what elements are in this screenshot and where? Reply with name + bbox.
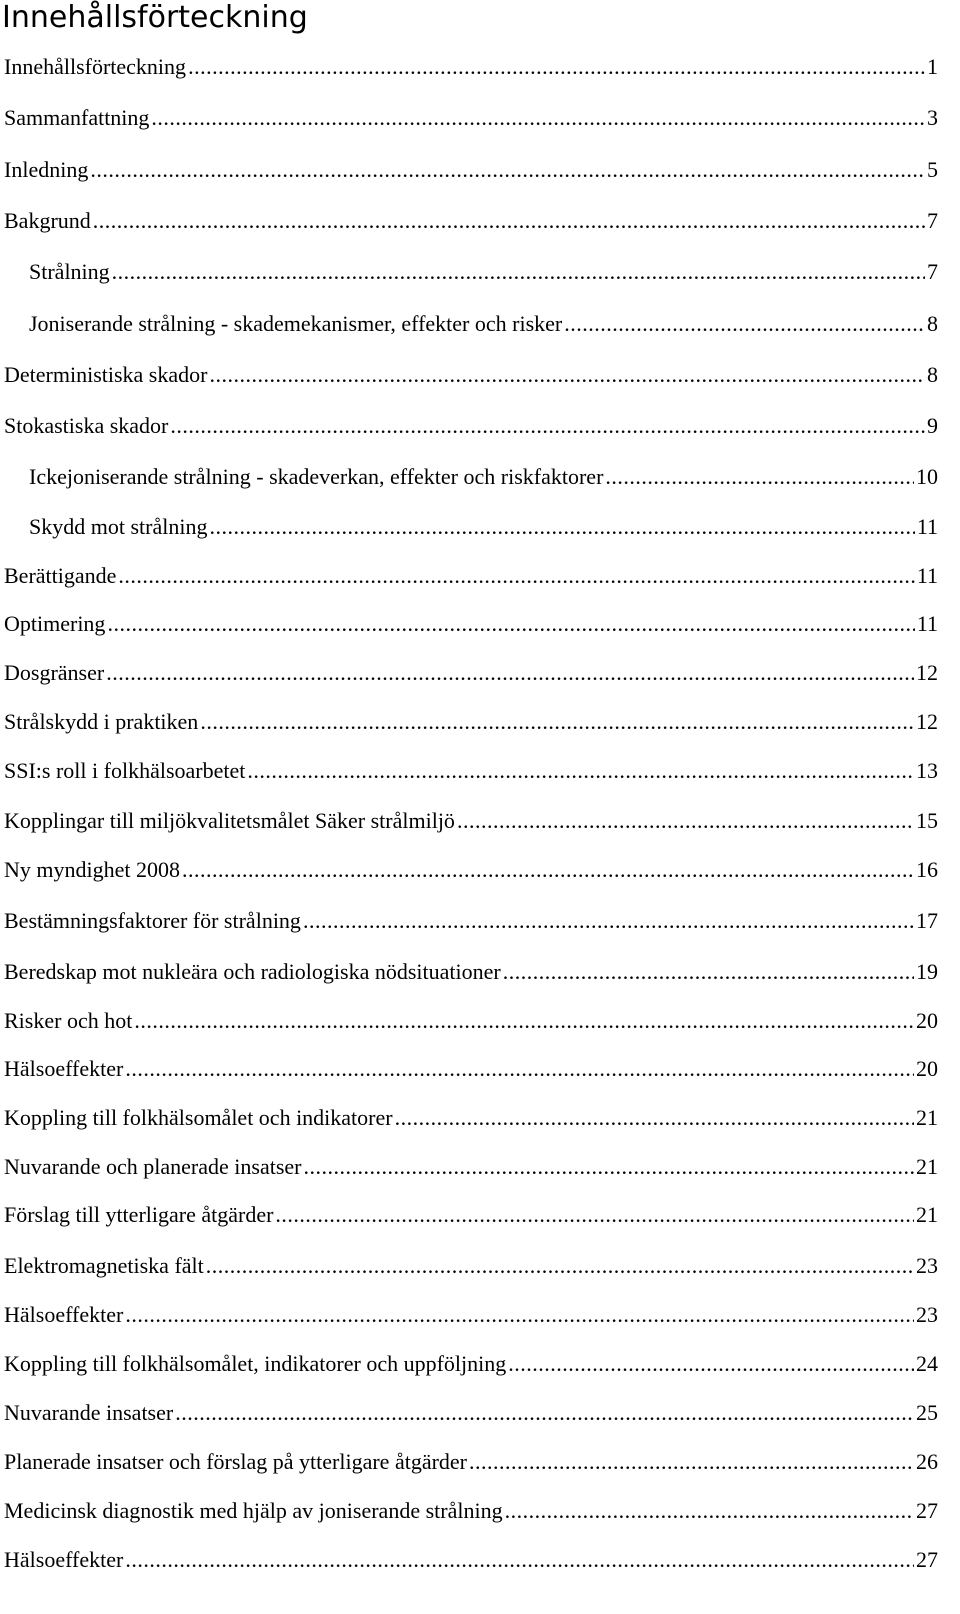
toc-entry-page-number: 21	[916, 1105, 938, 1130]
toc-entry-page-number: 11	[916, 563, 938, 588]
dot-leader	[118, 561, 914, 591]
toc-entry[interactable]	[4, 1496, 938, 1526]
toc-entry-title: Elektromagnetiska fält	[4, 1253, 204, 1278]
toc-entry-title: Nuvarande insatser	[4, 1400, 174, 1425]
toc-entry[interactable]	[4, 103, 938, 133]
toc-entry-page-number: 26	[916, 1449, 938, 1474]
dot-leader	[303, 1152, 914, 1182]
toc-entry-page-number: 11	[916, 514, 938, 539]
dot-leader	[303, 906, 914, 936]
dot-leader	[125, 1300, 914, 1330]
toc-entry-page-number: 27	[916, 1498, 938, 1523]
dot-leader	[125, 1054, 914, 1084]
toc-entry-page-number: 8	[927, 311, 938, 336]
toc-entry-title: Berättigande	[4, 563, 117, 588]
toc-entry-page-number: 25	[916, 1400, 938, 1425]
toc-entry[interactable]	[4, 1152, 938, 1182]
dot-leader	[605, 462, 914, 492]
toc-entry-title: Förslag till ytterligare åtgärder	[4, 1202, 274, 1227]
toc-entry[interactable]	[29, 512, 938, 542]
toc-entry[interactable]	[4, 360, 938, 390]
toc-entry-title: Skydd mot strålning	[29, 514, 208, 539]
toc-entry[interactable]	[4, 1349, 938, 1379]
toc-entry-title: Medicinsk diagnostik med hjälp av joniserande strålning	[4, 1498, 503, 1523]
toc-entry-title: Strålning	[29, 259, 110, 284]
dot-leader	[107, 609, 914, 639]
toc-entry-title: Ickejoniserande strålning - skadeverkan, effekter och riskfaktorer	[29, 464, 604, 489]
toc-entry-title: Strålskydd i praktiken	[4, 709, 199, 734]
dot-leader	[200, 707, 914, 737]
dot-leader	[395, 1103, 914, 1133]
toc-entry[interactable]	[4, 1006, 938, 1036]
dot-leader	[134, 1006, 914, 1036]
toc-entry-page-number: 12	[916, 709, 938, 734]
toc-entry[interactable]	[4, 1447, 938, 1477]
toc-entry[interactable]	[4, 155, 938, 185]
toc-entry-title: Bakgrund	[4, 208, 91, 233]
toc-entry[interactable]	[29, 462, 938, 492]
toc-entry-title: Inledning	[4, 157, 89, 182]
toc-entry-page-number: 7	[927, 208, 938, 233]
toc-entry-title: Optimering	[4, 611, 106, 636]
toc-entry-page-number: 5	[927, 157, 938, 182]
dot-leader	[209, 360, 925, 390]
toc-entry-title: Hälsoeffekter	[4, 1547, 124, 1572]
toc-entry[interactable]	[4, 1398, 938, 1428]
toc-entry[interactable]	[4, 1545, 938, 1575]
toc-entry[interactable]	[4, 806, 938, 836]
toc-entry-page-number: 23	[916, 1302, 938, 1327]
dot-leader	[508, 1349, 914, 1379]
toc-entry-title: Koppling till folkhälsomålet, indikatorer och uppföljning	[4, 1351, 507, 1376]
toc-entry[interactable]	[4, 855, 938, 885]
toc-entry-title: Stokastiska skador	[4, 413, 169, 438]
toc-entry[interactable]	[4, 206, 938, 236]
dot-leader	[170, 411, 925, 441]
toc-entry[interactable]	[4, 906, 938, 936]
toc-entry[interactable]	[29, 309, 938, 339]
toc-entry[interactable]	[4, 1300, 938, 1330]
toc-entry-title: SSI:s roll i folkhälsoarbetet	[4, 758, 246, 783]
dot-leader	[182, 855, 914, 885]
toc-entry-page-number: 21	[916, 1202, 938, 1227]
toc-entry-page-number: 19	[916, 959, 938, 984]
toc-entry-page-number: 20	[916, 1056, 938, 1081]
toc-entry-title: Nuvarande och planerade insatser	[4, 1154, 302, 1179]
toc-entry-page-number: 10	[916, 464, 938, 489]
toc-entry-page-number: 1	[927, 54, 938, 79]
toc-entry-page-number: 23	[916, 1253, 938, 1278]
toc-entry[interactable]	[4, 658, 938, 688]
page-title: Innehållsförteckning	[2, 0, 308, 35]
toc-entry-page-number: 13	[916, 758, 938, 783]
toc-entry-title: Risker och hot	[4, 1008, 133, 1033]
toc-entry[interactable]	[4, 756, 938, 786]
toc-entry-page-number: 27	[916, 1547, 938, 1572]
toc-entry[interactable]	[4, 52, 938, 82]
toc-entry-page-number: 12	[916, 660, 938, 685]
dot-leader	[90, 155, 925, 185]
toc-entry-title: Bestämningsfaktorer för strålning	[4, 908, 301, 933]
toc-entry-title: Hälsoeffekter	[4, 1302, 124, 1327]
dot-leader	[503, 957, 914, 987]
toc-entry[interactable]	[4, 1200, 938, 1230]
toc-entry-title: Beredskap mot nukleära och radiologiska nödsituationer	[4, 959, 501, 984]
toc-entry[interactable]	[4, 1054, 938, 1084]
dot-leader	[106, 658, 914, 688]
dot-leader	[469, 1447, 914, 1477]
toc-entry-title: Deterministiska skador	[4, 362, 208, 387]
toc-entry-page-number: 20	[916, 1008, 938, 1033]
dot-leader	[125, 1545, 914, 1575]
toc-entry-page-number: 24	[916, 1351, 938, 1376]
toc-entry-page-number: 16	[916, 857, 938, 882]
toc-entry-title: Innehållsförteckning	[4, 54, 187, 79]
toc-entry[interactable]	[4, 957, 938, 987]
toc-entry[interactable]	[4, 411, 938, 441]
dot-leader	[151, 103, 925, 133]
dot-leader	[505, 1496, 914, 1526]
dot-leader	[209, 512, 914, 542]
toc-entry[interactable]	[4, 561, 938, 591]
dot-leader	[275, 1200, 914, 1230]
toc-entry-title: Ny myndighet 2008	[4, 857, 180, 882]
toc-entry-title: Planerade insatser och förslag på ytterligare åtgärder	[4, 1449, 468, 1474]
toc-entry-title: Joniserande strålning - skademekanismer, effekter och risker	[29, 311, 563, 336]
dot-leader	[457, 806, 914, 836]
toc-entry[interactable]	[29, 257, 938, 287]
dot-leader	[93, 206, 925, 236]
toc-entry-title: Hälsoeffekter	[4, 1056, 124, 1081]
dot-leader	[112, 257, 925, 287]
toc-entry-page-number: 11	[916, 611, 938, 636]
toc-entry-title: Sammanfattning	[4, 105, 150, 130]
dot-leader	[175, 1398, 914, 1428]
toc-entry-title: Dosgränser	[4, 660, 105, 685]
toc-entry-title: Kopplingar till miljökvalitetsmålet Säker strålmiljö	[4, 808, 455, 833]
toc-entry-page-number: 7	[927, 259, 938, 284]
toc-entry[interactable]	[4, 1251, 938, 1281]
toc-entry-page-number: 17	[916, 908, 938, 933]
toc-entry-page-number: 8	[927, 362, 938, 387]
dot-leader	[247, 756, 914, 786]
toc-entry-page-number: 3	[927, 105, 938, 130]
toc-entry[interactable]	[4, 1103, 938, 1133]
toc-entry-page-number: 9	[927, 413, 938, 438]
toc-entry-page-number: 21	[916, 1154, 938, 1179]
toc-entry-title: Koppling till folkhälsomålet och indikatorer	[4, 1105, 393, 1130]
dot-leader	[206, 1251, 914, 1281]
toc-entry[interactable]	[4, 707, 938, 737]
toc-entry-page-number: 15	[916, 808, 938, 833]
dot-leader	[188, 52, 925, 82]
toc-entry[interactable]	[4, 609, 938, 639]
dot-leader	[564, 309, 925, 339]
